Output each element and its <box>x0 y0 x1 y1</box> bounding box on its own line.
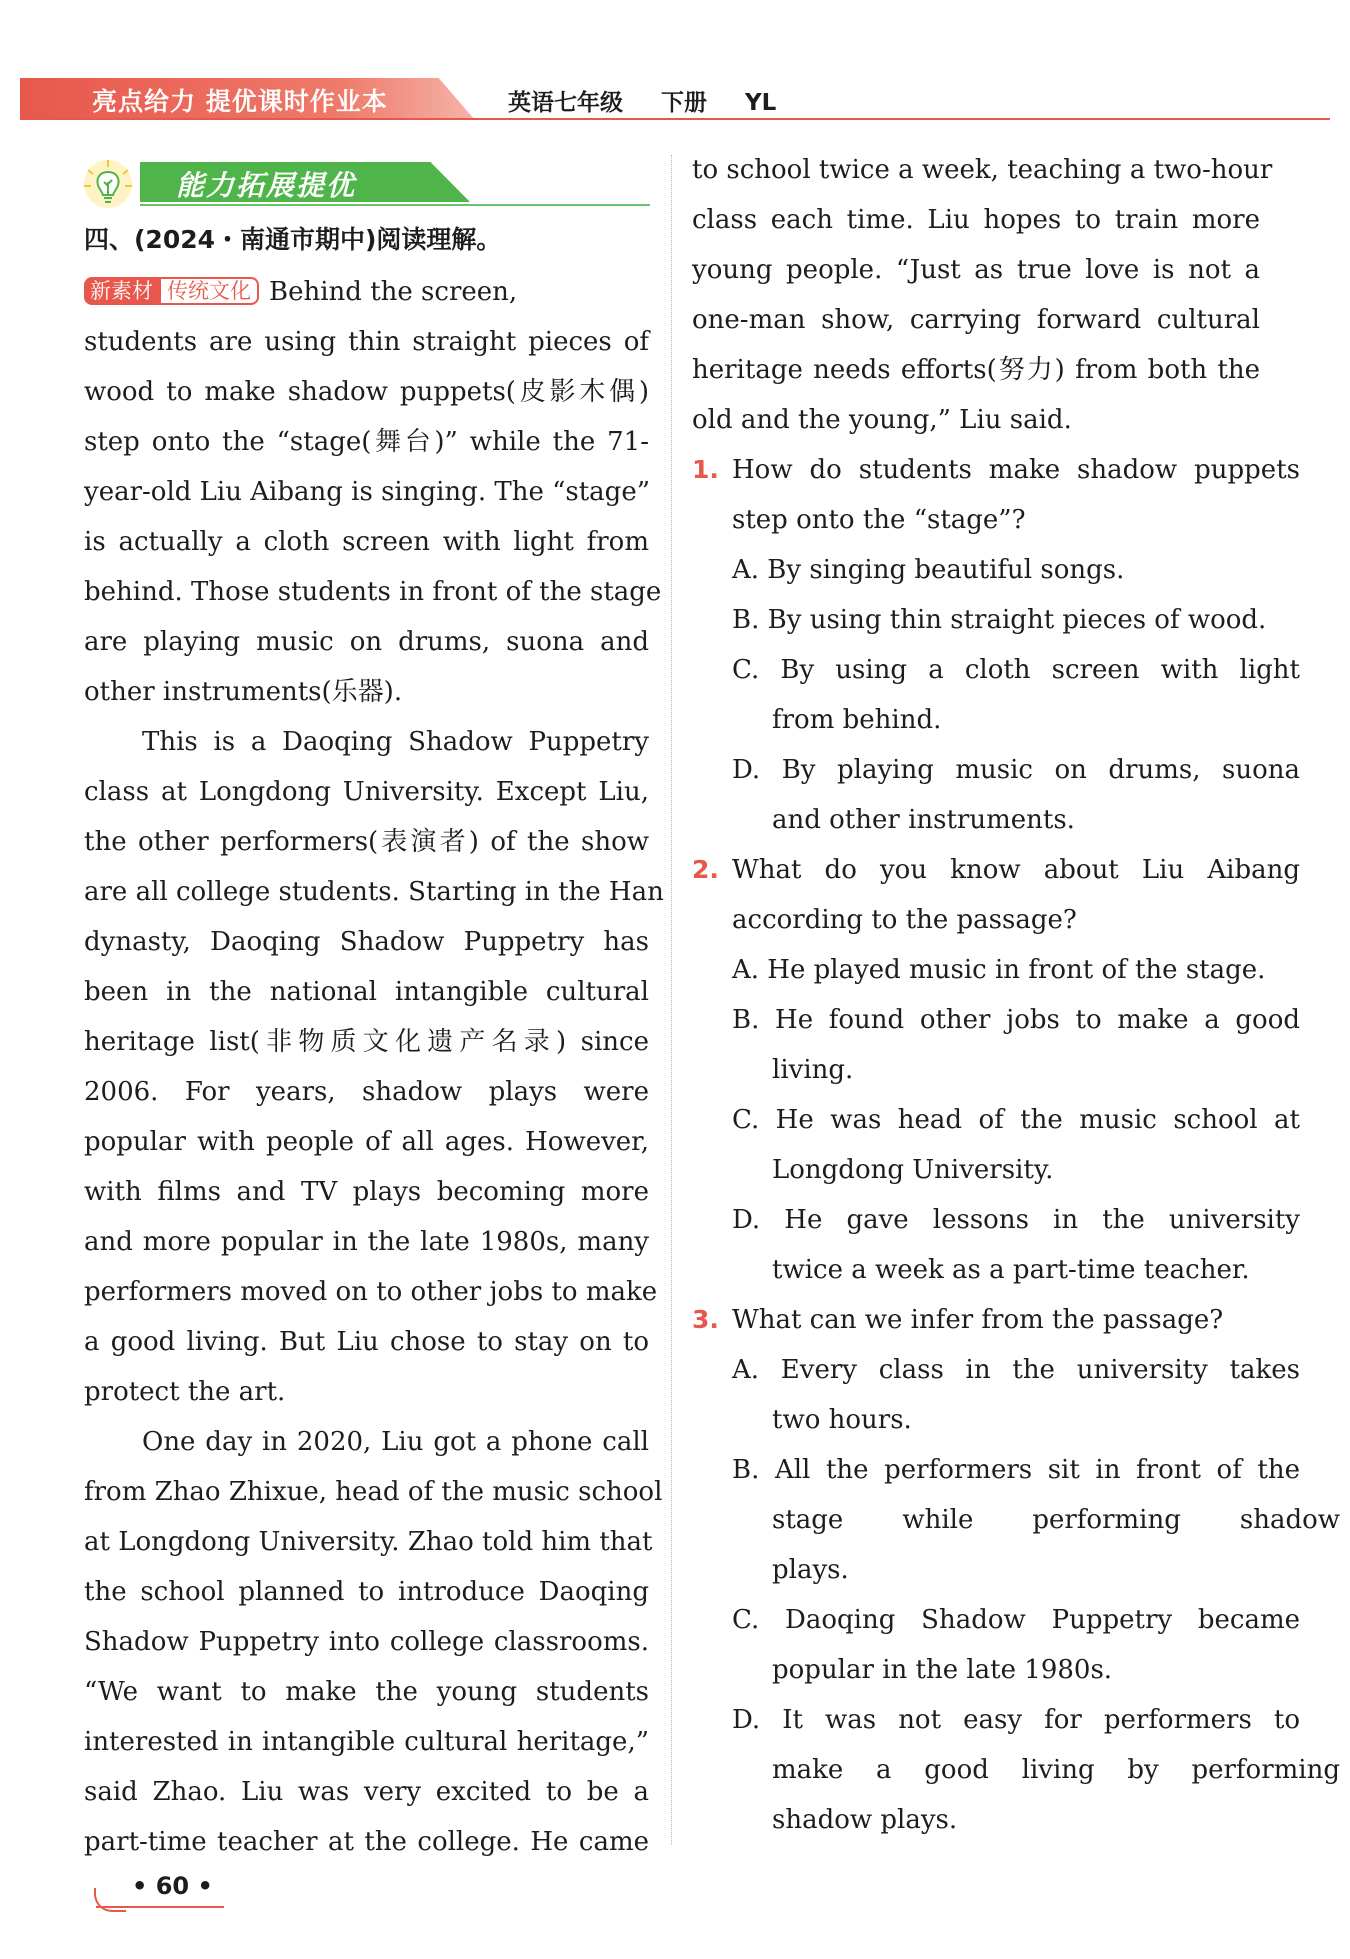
page-number: • 60 • <box>132 1872 213 1900</box>
answer-option[interactable]: two hours. <box>772 1405 912 1435</box>
subject-label: 英语七年级 <box>508 90 623 116</box>
text-line: other instruments(乐器). <box>84 677 403 707</box>
volume-label: 下册 <box>661 90 708 116</box>
section-banner <box>82 158 652 208</box>
edition-label: YL <box>745 90 777 116</box>
answer-option[interactable]: shadow plays. <box>772 1805 958 1835</box>
answer-option[interactable]: B. By using thin straight pieces of wood. <box>732 605 1267 635</box>
page-number-ornament <box>94 1888 126 1912</box>
text-line: been in the national intangible cultural <box>84 977 649 1007</box>
answer-option[interactable]: C. He was head of the music school at <box>732 1105 1300 1135</box>
text-line: popular with people of all ages. However, <box>84 1127 649 1157</box>
answer-option[interactable]: from behind. <box>772 705 942 735</box>
header-rule <box>20 118 1330 120</box>
series-title: 亮点给力 提优课时作业本 <box>92 87 388 116</box>
text-line: step onto the “stage(舞台)” while the 71- <box>84 427 649 457</box>
page-number-rule <box>96 1906 224 1908</box>
answer-option[interactable]: A. Every class in the university takes <box>732 1355 1300 1385</box>
text-line: class at Longdong University. Except Liu, <box>84 777 649 807</box>
answer-option[interactable]: stage while performing shadow <box>772 1505 1340 1535</box>
question-number: 1. <box>692 455 719 484</box>
answer-option[interactable]: A. He played music in front of the stage. <box>732 955 1266 985</box>
question-stem: What do you know about Liu Aibang <box>732 855 1300 885</box>
answer-option[interactable]: B. All the performers sit in front of the <box>732 1455 1300 1485</box>
new-material-tag: 新素材 <box>84 277 159 305</box>
answer-option[interactable]: A. By singing beautiful songs. <box>732 555 1125 585</box>
text-line: class each time. Liu hopes to train more <box>692 205 1260 235</box>
text-line: is actually a cloth screen with light from <box>84 527 649 557</box>
text-line: 2006. For years, shadow plays were <box>84 1077 649 1107</box>
text-line: said Zhao. Liu was very excited to be a <box>84 1777 649 1807</box>
text-line: at Longdong University. Zhao told him that <box>84 1527 653 1557</box>
answer-option[interactable]: B. He found other jobs to make a good <box>732 1005 1300 1035</box>
passage-first-line <box>84 272 649 312</box>
answer-option[interactable]: C. By using a cloth screen with light <box>732 655 1300 685</box>
answer-option[interactable]: living. <box>772 1055 854 1085</box>
text-line: the other performers(表演者) of the show <box>84 827 649 857</box>
section-rule <box>140 204 650 206</box>
answer-option[interactable]: D. It was not easy for performers to <box>732 1705 1300 1735</box>
text-line: year-old Liu Aibang is singing. The “stage” <box>84 477 650 507</box>
answer-option[interactable]: D. By playing music on drums, suona <box>732 755 1300 785</box>
text-line: old and the young,” Liu said. <box>692 405 1072 435</box>
answer-option[interactable]: twice a week as a part-time teacher. <box>772 1255 1250 1285</box>
exercise-heading: 四、(2024・南通市期中)阅读理解。 <box>84 225 502 254</box>
answer-option[interactable]: and other instruments. <box>772 805 1075 835</box>
text-line: Shadow Puppetry into college classrooms. <box>84 1627 649 1657</box>
text-line: a good living. But Liu chose to stay on to <box>84 1327 649 1357</box>
question-number: 2. <box>692 855 719 884</box>
answer-option[interactable]: make a good living by performing <box>772 1755 1340 1785</box>
page-header <box>20 78 1330 120</box>
text-line: the school planned to introduce Daoqing <box>84 1577 649 1607</box>
section-title: 能力拓展提优 <box>176 169 357 202</box>
text-line: from Zhao Zhixue, head of the music school <box>84 1477 663 1507</box>
text-line: heritage list(非物质文化遗产名录) since <box>84 1027 649 1057</box>
answer-option[interactable]: D. He gave lessons in the university <box>732 1205 1300 1235</box>
text-line: wood to make shadow puppets(皮影木偶) <box>84 377 649 407</box>
text-line: and more popular in the late 1980s, many <box>84 1227 649 1257</box>
answer-option[interactable]: popular in the late 1980s. <box>772 1655 1113 1685</box>
text-line: students are using thin straight pieces of <box>84 327 649 357</box>
topic-tag: 传统文化 <box>159 277 259 305</box>
question-number: 3. <box>692 1305 719 1334</box>
text-line: young people. “Just as true love is not a <box>692 255 1260 285</box>
text-line: behind. Those students in front of the stage <box>84 577 662 607</box>
question-stem: step onto the “stage”? <box>732 505 1026 535</box>
text-line: One day in 2020, Liu got a phone call <box>142 1427 649 1457</box>
text-line: dynasty, Daoqing Shadow Puppetry has <box>84 927 649 957</box>
text-line: protect the art. <box>84 1377 286 1407</box>
question-stem: What can we infer from the passage? <box>732 1305 1224 1335</box>
text-line: with films and TV plays becoming more <box>84 1177 649 1207</box>
answer-option[interactable]: plays. <box>772 1555 849 1585</box>
text-line: are playing music on drums, suona and <box>84 627 649 657</box>
text-line: This is a Daoqing Shadow Puppetry <box>142 727 649 757</box>
header-subtitle <box>508 84 806 117</box>
column-divider <box>671 155 672 1845</box>
text-line: interested in intangible cultural heritage,” <box>84 1727 649 1757</box>
answer-option[interactable]: Longdong University. <box>772 1155 1054 1185</box>
text-line: “We want to make the young students <box>84 1677 649 1707</box>
text-line: are all college students. Starting in the Han <box>84 877 664 907</box>
lightbulb-icon <box>82 158 134 210</box>
text-line: part-time teacher at the college. He came <box>84 1827 649 1857</box>
text-line: one-man show, carrying forward cultural <box>692 305 1260 335</box>
answer-option[interactable]: C. Daoqing Shadow Puppetry became <box>732 1605 1300 1635</box>
passage-line: Behind the screen, <box>269 277 518 307</box>
text-line: heritage needs efforts(努力) from both the <box>692 355 1260 385</box>
text-line: performers moved on to other jobs to make <box>84 1277 658 1307</box>
question-stem: How do students make shadow puppets <box>732 455 1300 485</box>
question-stem: according to the passage? <box>732 905 1077 935</box>
text-line: to school twice a week, teaching a two-hour <box>692 155 1273 185</box>
